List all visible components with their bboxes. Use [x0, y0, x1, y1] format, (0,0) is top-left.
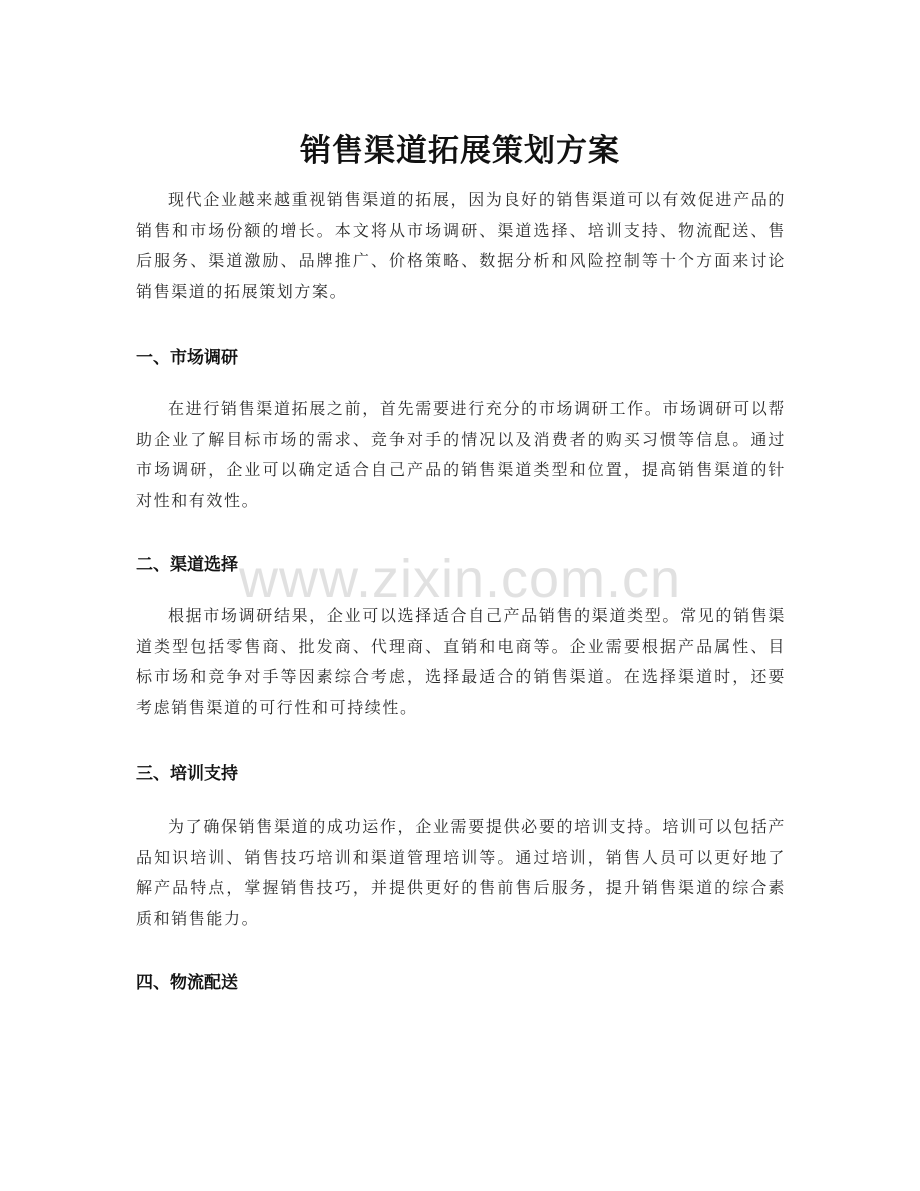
section-heading-logistics: 四、物流配送: [136, 973, 238, 993]
section-heading-training-support: 三、培训支持: [136, 764, 238, 784]
document-title: 销售渠道拓展策划方案: [300, 132, 620, 169]
intro-paragraph: 现代企业越来越重视销售渠道的拓展，因为良好的销售渠道可以有效促进产品的销售和市场份额的增长。本文将从市场调研、渠道选择、培训支持、物流配送、售后服务、渠道激励、品牌推广、价格策略、数据分析和风险控制等十个方面来讨论销售渠道的拓展策划方案。: [136, 190, 786, 301]
watermark: www.zixin.com.cn: [238, 549, 682, 609]
section-body-channel-selection: 根据市场调研结果，企业可以选择适合自己产品销售的渠道类型。常见的销售渠道类型包括零售商、批发商、代理商、直销和电商等。企业需要根据产品属性、目标市场和竞争对手等因素综合考虑，选择最适合的销售渠道。在选择渠道时，还要考虑销售渠道的可行性和可持续性。: [136, 606, 786, 717]
section-heading-channel-selection: 二、渠道选择: [136, 555, 238, 575]
section-body-training-support: 为了确保销售渠道的成功运作，企业需要提供必要的培训支持。培训可以包括产品知识培训、销售技巧培训和渠道管理培训等。通过培训，销售人员可以更好地了解产品特点，掌握销售技巧，并提供更好的售前售后服务，提升销售渠道的综合素质和销售能力。: [136, 817, 786, 928]
section-heading-market-research: 一、市场调研: [136, 348, 238, 368]
section-body-market-research: 在进行销售渠道拓展之前，首先需要进行充分的市场调研工作。市场调研可以帮助企业了解目标市场的需求、竞争对手的情况以及消费者的购买习惯等信息。通过市场调研，企业可以确定适合自己产品的销售渠道类型和位置，提高销售渠道的针对性和有效性。: [136, 399, 786, 510]
